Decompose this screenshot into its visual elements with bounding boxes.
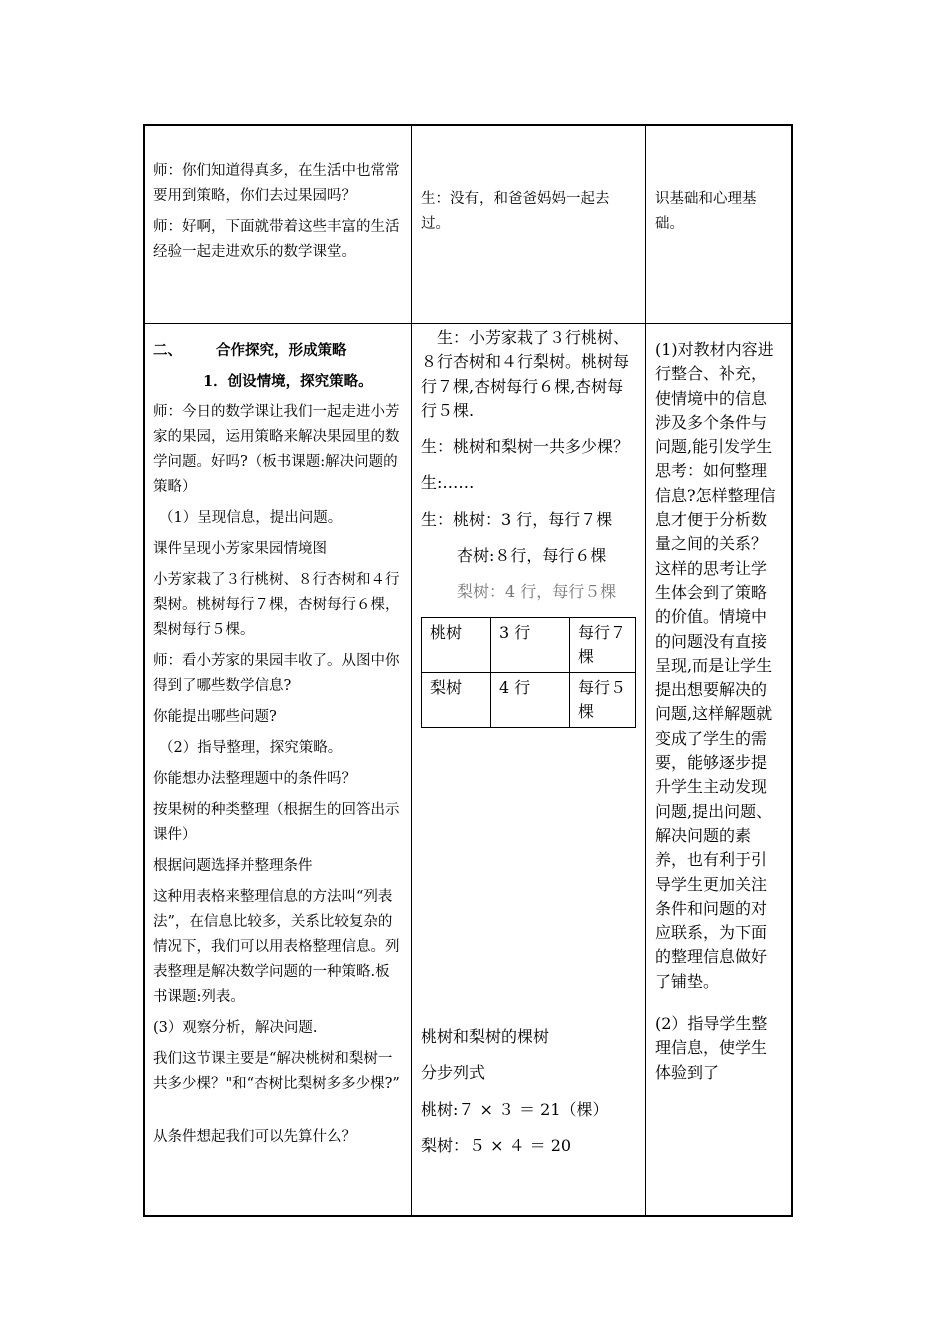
student-line: 杏树:８行，每行６棵 xyxy=(457,546,607,566)
teacher-line: 师：看小芳家的果园丰收了。从图中你得到了哪些数学信息? xyxy=(153,653,400,694)
table-cell: 桃树 xyxy=(422,617,491,672)
table-row xyxy=(422,672,636,727)
fruit-tree-table xyxy=(421,617,636,728)
row1-teacher-cell xyxy=(153,159,403,271)
student-line: 生：桃树和梨树一共多少棵？ xyxy=(421,437,630,457)
row2-student-cell xyxy=(421,326,637,732)
row-divider xyxy=(143,323,793,324)
section-heading xyxy=(153,338,403,363)
table-cell: 3 行 xyxy=(491,617,570,672)
student-line: 梨树：５ × ４ ＝ 20 xyxy=(421,1135,572,1155)
intent-line: 识基础和心理基础。 xyxy=(655,191,757,232)
student-line: 分步列式 xyxy=(421,1063,486,1083)
teacher-line: 你能提出哪些问题? xyxy=(153,709,277,725)
teacher-line: 小芳家栽了３行桃树、８行杏树和４行梨树。桃树每行７棵，杏树每行６棵，梨树每行５棵。 xyxy=(153,572,400,638)
section-number: 二、 xyxy=(153,342,182,359)
student-line: 生:…… xyxy=(421,473,475,493)
teacher-line: 课件呈现小芳家果园情境图 xyxy=(153,541,327,557)
student-line: 梨树：4 行，每行５棵 xyxy=(457,582,617,602)
teacher-line: 我们这节课主要是“解决桃树和梨树一共多少棵？"和“杏树比梨树多多少棵?” xyxy=(153,1051,400,1092)
teacher-line: 按果树的种类整理（根据生的回答出示课件） xyxy=(153,802,400,843)
table-cell: 梨树 xyxy=(422,672,491,727)
row1-intent-cell xyxy=(655,187,779,243)
table-cell: 4 行 xyxy=(491,672,570,727)
teacher-line: 根据问题选择并整理条件 xyxy=(153,858,313,874)
student-line: 生：没有，和爸爸妈妈一起去过。 xyxy=(421,191,610,232)
student-line: 生：小芳家栽了３行桃树、８行杏树和４行梨树。桃树每行７棵,杏树每行６棵,杏树每行５棵. xyxy=(421,328,630,420)
intent-line: (2）指导学生整理信息，使学生体验到了 xyxy=(655,1014,768,1082)
table-row xyxy=(422,617,636,672)
student-line: 桃树:７ × ３ ＝ 21（棵） xyxy=(421,1099,609,1119)
table-cell: 每行７棵 xyxy=(570,617,636,672)
column-divider xyxy=(411,124,412,1217)
teacher-line: （1）呈现信息，提出问题。 xyxy=(159,510,343,526)
student-line: 桃树和梨树的棵树 xyxy=(421,1027,550,1046)
table-cell: 每行５棵 xyxy=(570,672,636,727)
student-line: 生：桃树：3 行，每行７棵 xyxy=(421,509,613,529)
row2-student-cell-lower xyxy=(421,1025,637,1170)
teacher-line: 师：好啊，下面就带着这些丰富的生活经验一起走进欢乐的数学课堂。 xyxy=(153,219,400,260)
teacher-line: （2）指导整理，探究策略。 xyxy=(159,740,343,756)
teacher-line: 这种用表格来整理信息的方法叫“列表法”，在信息比较多，关系比较复杂的情况下，我们可以用表格整理信息。列表整理是解决数学问题的一种策略.板书课题:列表。 xyxy=(153,889,400,1005)
teacher-line: 你能想办法整理题中的条件吗？ xyxy=(153,771,356,787)
row2-intent-cell xyxy=(655,338,779,1097)
teacher-line: 师：你们知道得真多，在生活中也常常要用到策略，你们去过果园吗？ xyxy=(153,163,400,204)
intent-line: (1)对教材内容进行整合、补充，使情境中的信息涉及多个条件与问题,能引发学生思考：如何整理信息?怎样整理信息才便于分析数量之间的关系？这样的思考让学生体会到了策略的价值。情境中的问题没有直接呈现,而是让学生提出想要解决的问题,这样解题就变成了学生的需要，能够逐步提升学生主动发现问题,提出问题、解决问题的素养，也有利于引导学生更加关注条件和问题的对应联系，为下面的整理信息做好了铺垫。 xyxy=(655,340,776,991)
column-divider xyxy=(645,124,646,1217)
row2-teacher-cell xyxy=(153,338,403,1156)
row1-student-cell xyxy=(421,187,637,243)
teacher-line: 师：今日的数学课让我们一起走进小芳家的果园，运用策略来解决果园里的数学问题。好吗?（板书课题:解决问题的策略） xyxy=(153,404,400,495)
teacher-line: (3）观察分析，解决问题. xyxy=(153,1020,318,1036)
subsection-heading: 1．创设情境，探究策略。 xyxy=(203,373,373,390)
section-title: 合作探究，形成策略 xyxy=(216,342,347,359)
teacher-line: 从条件想起我们可以先算什么？ xyxy=(153,1129,356,1145)
